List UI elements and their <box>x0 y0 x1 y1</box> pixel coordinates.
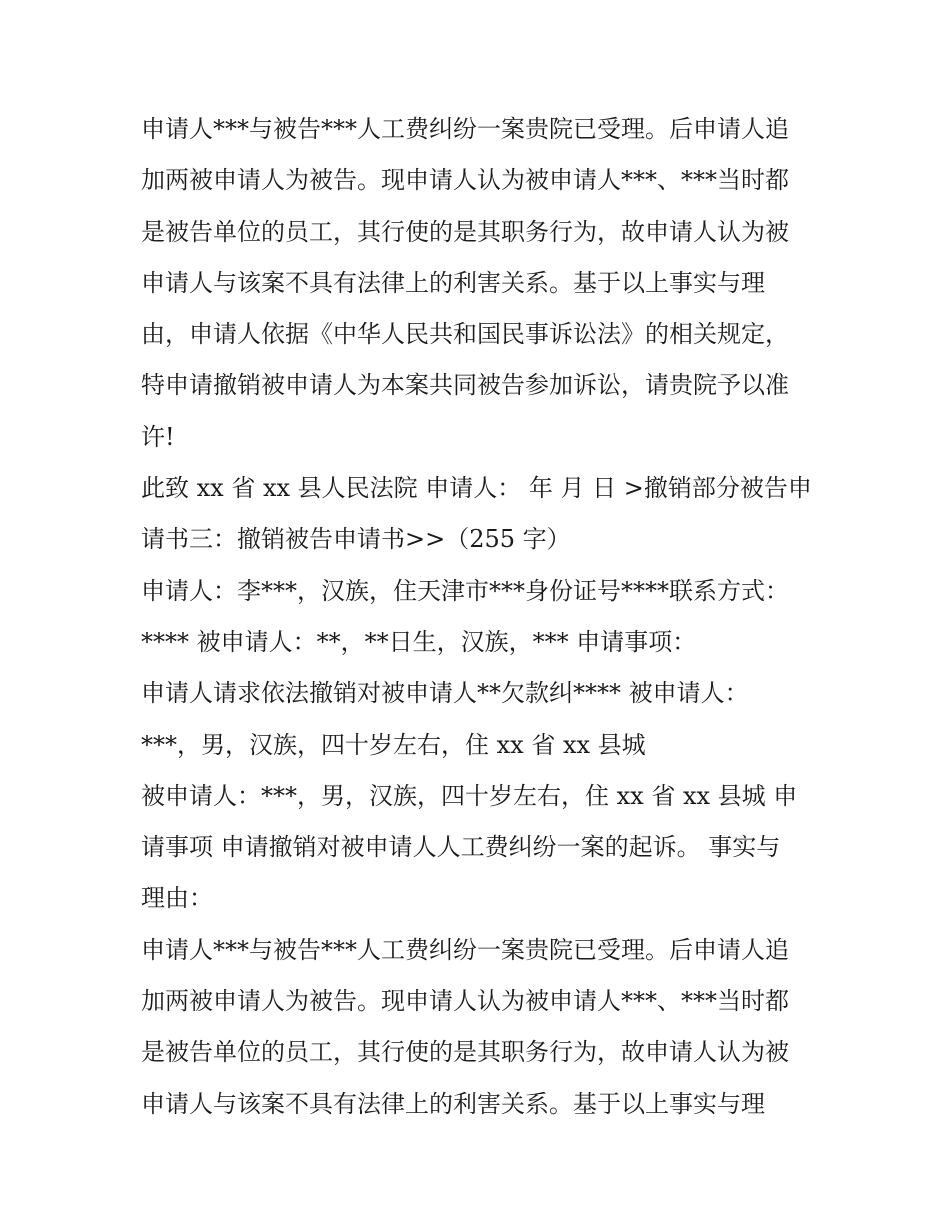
text-line-16: 理由： <box>141 884 213 913</box>
document-body <box>141 104 821 1130</box>
text-line-2: 加两被申请人为被告。现申请人认为被申请人***、***当时都 <box>141 166 789 195</box>
text-line-5: 由，申请人依据《中华人民共和国民事诉讼法》的相关规定， <box>141 320 789 349</box>
text-line-11: **** 被申请人：**，**日生，汉族，*** 申请事项： <box>141 627 697 656</box>
text-line-13: ***，男，汉族，四十岁左右，住 xx 省 xx 县城 <box>141 730 646 759</box>
text-line-9: 请书三：撤销被告申请书>>（255 字） <box>141 525 571 554</box>
text-line-19: 是被告单位的员工，其行使的是其职务行为，故申请人认为被 <box>141 1038 789 1067</box>
text-line-15: 请事项 申请撤销对被申请人人工费纠纷一案的起诉。 事实与 <box>141 833 781 862</box>
text-line-18: 加两被申请人为被告。现申请人认为被申请人***、***当时都 <box>141 987 789 1016</box>
text-line-1: 申请人***与被告***人工费纠纷一案贵院已受理。后申请人追 <box>141 115 789 143</box>
text-line-6: 特申请撤销被申请人为本案共同被告参加诉讼，请贵院予以准 <box>141 371 789 400</box>
text-line-8: 此致 xx 省 xx 县人民法院 申请人： 年 月 日 >撤销部分被告申 <box>141 474 812 503</box>
text-line-4: 申请人与该案不具有法律上的利害关系。基于以上事实与理 <box>141 268 765 297</box>
text-line-20: 申请人与该案不具有法律上的利害关系。基于以上事实与理 <box>141 1089 765 1118</box>
text-line-3: 是被告单位的员工，其行使的是其职务行为，故申请人认为被 <box>141 217 789 246</box>
text-line-7: 许! <box>141 422 175 451</box>
text-line-17: 申请人***与被告***人工费纠纷一案贵院已受理。后申请人追 <box>141 935 789 964</box>
text-line-12: 申请人请求依法撤销对被申请人**欠款纠**** 被申请人： <box>141 679 749 708</box>
text-line-14: 被申请人：***，男，汉族，四十岁左右，住 xx 省 xx 县城 申 <box>141 781 798 810</box>
text-line-10: 申请人：李***，汉族，住天津市***身份证号****联系方式： <box>141 576 789 605</box>
